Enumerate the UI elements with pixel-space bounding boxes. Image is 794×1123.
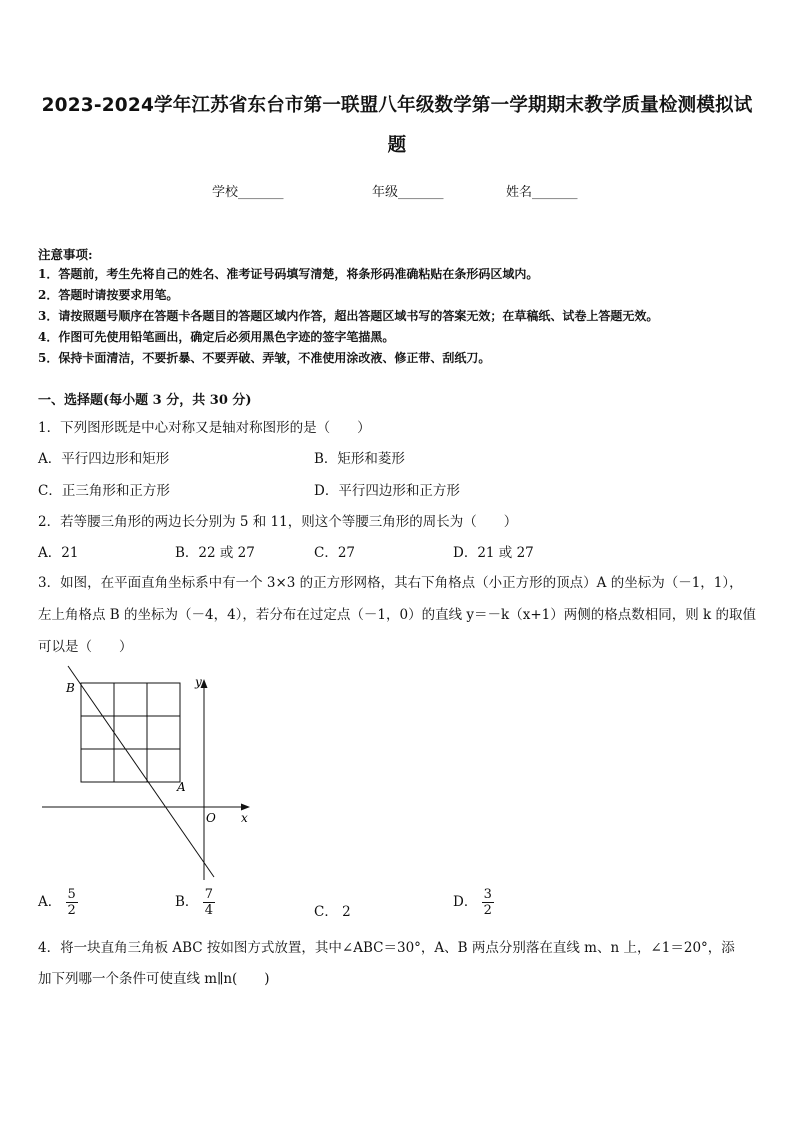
option-letter: A． (38, 894, 62, 910)
q2-option-a: A．21 (38, 545, 79, 561)
numerator: 7 (204, 887, 213, 902)
denominator: 2 (483, 903, 492, 918)
question-2-stem: 2．若等腰三角形的两边长分别为 5 和 11，则这个等腰三角形的周长为（ ） (38, 514, 518, 530)
denominator: 4 (204, 903, 213, 918)
note-item: 4．作图可先使用铅笔画出，确定后必须用黑色字迹的签字笔描黑。 (38, 330, 395, 344)
q2-option-b: B．22 或 27 (175, 545, 255, 561)
option-letter: B． (175, 894, 199, 910)
question-4-line-2: 加下列哪一个条件可使直线 m∥n( ) (38, 971, 270, 987)
grade-field: 年级_______ (372, 185, 444, 200)
q3-option-d (453, 887, 494, 918)
square-grid (81, 683, 180, 782)
label-b: B (66, 681, 75, 695)
name-field: 姓名_______ (506, 185, 578, 200)
fraction (203, 887, 215, 918)
note-item: 5．保持卡面清洁，不要折暴、不要弄破、弄皱，不准使用涂改液、修正带、刮纸刀。 (38, 351, 491, 365)
option-letter: C． (314, 904, 338, 920)
fraction (66, 887, 78, 918)
title-line-1: 2023-2024学年江苏省东台市第一联盟八年级数学第一学期期末教学质量检测模拟试 (41, 95, 753, 116)
section-heading: 一、选择题(每小题 3 分，共 30 分) (38, 393, 252, 408)
notes-heading: 注意事项: (38, 247, 93, 262)
note-item: 1．答题前，考生先将自己的姓名、准考证号码填写清楚，将条形码准确粘贴在条形码区域内。 (38, 267, 539, 281)
q1-option-a: A．平行四边形和矩形 (38, 451, 170, 467)
q1-option-c: C．正三角形和正方形 (38, 483, 170, 499)
label-y: y (195, 675, 202, 689)
q2-option-c: C．27 (314, 545, 356, 561)
question-3-line-1: 3．如图，在平面直角坐标系中有一个 3×3 的正方形网格，其右下角格点（小正方形的顶点）A 的坐标为（－1，1）， (38, 575, 743, 591)
option-letter: D． (453, 894, 478, 910)
question-3-line-2: 左上角格点 B 的坐标为（－4，4），若分布在过定点（－1，0）的直线 y＝－k（x+1）两侧的格点数相同，则 k 的取值 (38, 607, 756, 623)
label-x: x (241, 811, 248, 825)
q2-option-d: D．21 或 27 (453, 545, 534, 561)
school-field: 学校_______ (212, 185, 284, 200)
note-item: 3．请按照题号顺序在答题卡各题目的答题区域内作答，超出答题区域书写的答案无效；在草稿纸、试卷上答题无效。 (38, 309, 659, 323)
note-item: 2．答题时请按要求用笔。 (38, 288, 179, 302)
question-4-line-1: 4．将一块直角三角板 ABC 按如图方式放置，其中∠ABC＝30°，A、B 两点分别落在直线 m、n 上，∠1＝20°，添 (38, 940, 735, 956)
denominator: 2 (67, 903, 76, 918)
page-title (30, 86, 764, 166)
label-a: A (177, 780, 186, 794)
question-1-stem: 1．下列图形既是中心对称又是轴对称图形的是（ ） (38, 420, 371, 436)
q3-option-c (314, 900, 351, 920)
fraction (482, 887, 494, 918)
x-axis-arrow-icon (241, 804, 250, 811)
q1-option-b: B．矩形和菱形 (314, 451, 405, 467)
label-o: O (206, 811, 216, 825)
numerator: 5 (67, 887, 76, 902)
q3-option-b (175, 887, 215, 918)
numerator: 3 (483, 887, 492, 902)
q3-grid-figure (38, 662, 258, 884)
title-line-2: 题 (387, 135, 407, 156)
option-value: 2 (342, 904, 351, 920)
line-y-neg-k-x-plus-1 (68, 666, 214, 877)
q1-option-d: D．平行四边形和正方形 (314, 483, 460, 499)
q3-option-a (38, 887, 78, 918)
question-3-line-3: 可以是（ ） (38, 639, 133, 655)
